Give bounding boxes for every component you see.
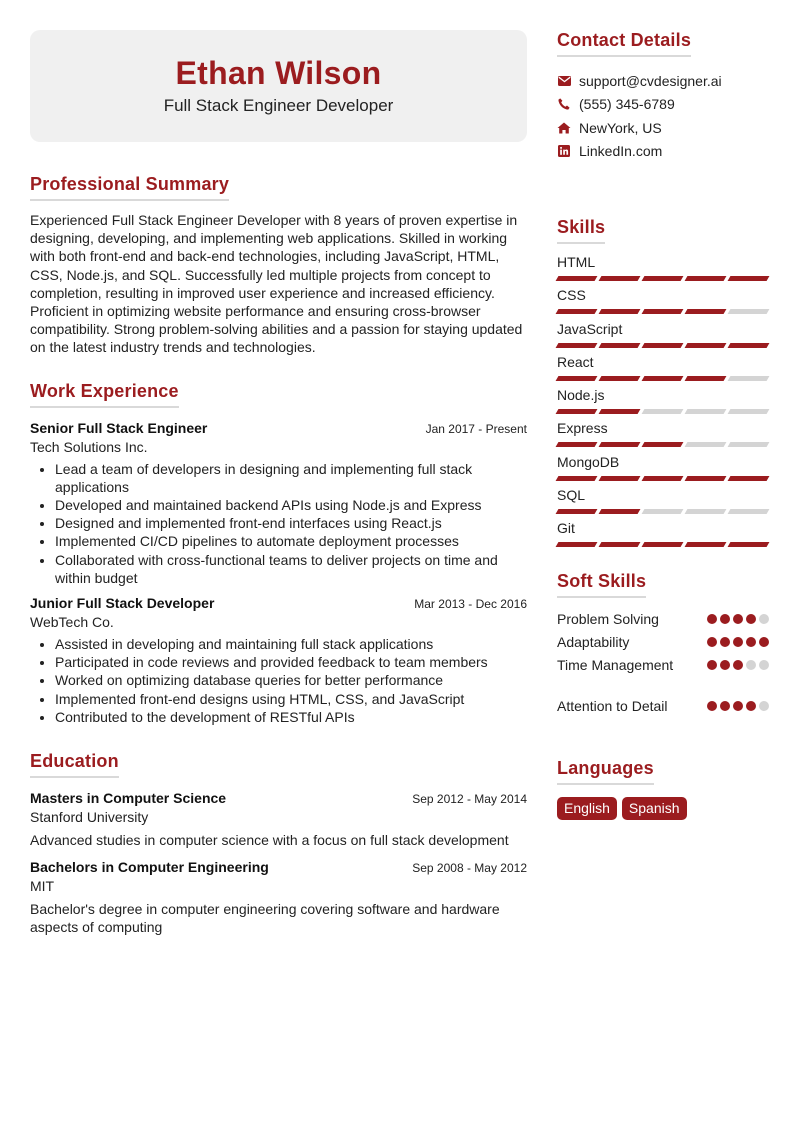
skill-level-segment: [599, 409, 641, 414]
soft-skill-name: Problem Solving: [557, 611, 659, 628]
summary-section: [30, 174, 527, 357]
skill-level-segment: [642, 442, 684, 447]
rating-dot: [720, 637, 730, 647]
skill-level-segment: [685, 309, 727, 314]
skill-row: [557, 420, 769, 453]
skills-list: [557, 254, 769, 554]
contact-text: support@cvdesigner.ai: [579, 72, 722, 89]
experience-heading: Work Experience: [30, 381, 179, 408]
skill-level-segment: [642, 309, 684, 314]
language-list: [557, 797, 769, 820]
job-entry: [30, 595, 527, 726]
rating-dot: [720, 614, 730, 624]
skill-level-segment: [599, 276, 641, 281]
summary-heading: Professional Summary: [30, 174, 229, 201]
skill-level-segment: [599, 343, 641, 348]
skill-level-segment: [685, 376, 727, 381]
rating-dot: [707, 701, 717, 711]
rating-dots: [707, 637, 769, 647]
languages-section: [557, 758, 769, 820]
skill-level-segment: [556, 476, 598, 481]
job-role: Senior Full Stack Engineer: [30, 419, 208, 436]
rating-dot: [733, 614, 743, 624]
contact-text: NewYork, US: [579, 119, 662, 136]
contact-text: LinkedIn.com: [579, 143, 663, 160]
language-badge: English: [557, 797, 617, 820]
soft-skill-row: [557, 654, 769, 677]
skill-name: Node.js: [557, 387, 605, 404]
education-heading: Education: [30, 751, 119, 778]
skill-level-segment: [599, 376, 641, 381]
job-dates: Mar 2013 - Dec 2016: [414, 597, 527, 612]
rating-dots: [707, 701, 769, 711]
skill-level-segment: [599, 509, 641, 514]
skills-heading: Skills: [557, 217, 605, 244]
rating-dot: [733, 701, 743, 711]
skill-level-segment: [642, 376, 684, 381]
skill-level-segment: [556, 309, 598, 314]
skill-level-bar: [557, 409, 769, 414]
contact-email[interactable]: [557, 69, 769, 93]
soft-skill-name: Time Management: [557, 657, 674, 674]
rating-dot: [720, 701, 730, 711]
skill-name: JavaScript: [557, 320, 623, 337]
rating-dot: [733, 637, 743, 647]
skill-level-segment: [599, 442, 641, 447]
job-bullets: [30, 460, 527, 587]
list-item: • Designed and implemented front-end interfaces using React.js: [55, 514, 527, 532]
list-item: • Developed and maintained backend APIs using Node.js and Express: [55, 496, 527, 514]
job-role: Junior Full Stack Developer: [30, 595, 215, 612]
rating-dots: [707, 614, 769, 624]
skill-level-segment: [728, 509, 770, 514]
rating-dot: [746, 637, 756, 647]
skill-level-segment: [642, 276, 684, 281]
rating-dot: [733, 660, 743, 670]
contact-section: [557, 30, 769, 163]
skill-name: MongoDB: [557, 453, 620, 470]
skill-name: HTML: [557, 254, 596, 270]
skill-level-bar: [557, 509, 769, 514]
skill-level-bar: [557, 343, 769, 348]
skill-level-segment: [685, 542, 727, 547]
skill-level-segment: [728, 343, 770, 348]
skill-level-segment: [685, 476, 727, 481]
skill-row: [557, 520, 769, 553]
school: MIT: [30, 878, 55, 895]
soft-skills-section: [557, 571, 769, 718]
envelope-icon: [557, 74, 571, 88]
language-badge: Spanish: [622, 797, 687, 820]
skill-level-segment: [642, 476, 684, 481]
rating-dot: [707, 660, 717, 670]
skill-row: [557, 254, 769, 287]
soft-skill-name: Attention to Detail: [557, 698, 668, 715]
rating-dot: [759, 637, 769, 647]
skill-row: [557, 321, 769, 354]
skill-row: [557, 287, 769, 320]
skill-name: React: [557, 353, 594, 370]
school: Stanford University: [30, 809, 149, 826]
phone-icon: [557, 97, 571, 111]
skill-level-segment: [728, 476, 770, 481]
skill-name: Express: [557, 420, 608, 437]
summary-text: Experienced Full Stack Engineer Developer with 8 years of proven expertise in designing, developing, and implementing web applications. Skilled in working with both front-end and back-end technologies, including JavaScript, HTML, CSS, Node.js, and SQL. Successfully led multiple projects from concept to completion, resulting in improved user experience and increased efficiency. Proficient in optimizing website performance and ensuring cross-browser compatibility. Strong problem-solving abilities and a passion for staying updated on the latest industry trends and technologies.: [30, 212, 523, 356]
sidebar-column: [557, 30, 769, 820]
skill-level-segment: [685, 409, 727, 414]
skill-row: [557, 454, 769, 487]
rating-dot: [746, 660, 756, 670]
experience-section: [30, 381, 527, 726]
skill-level-segment: [685, 343, 727, 348]
home-icon: [557, 121, 571, 135]
skill-level-segment: [642, 343, 684, 348]
skill-level-segment: [728, 542, 770, 547]
education-entry: [30, 790, 527, 849]
contact-phone[interactable]: [557, 93, 769, 117]
skill-level-segment: [642, 409, 684, 414]
skill-row: [557, 487, 769, 520]
soft-skill-name: Adaptability: [557, 634, 630, 651]
skill-level-bar: [557, 276, 769, 281]
rating-dot: [746, 701, 756, 711]
list-item: • Lead a team of developers in designing and implementing full stack applications: [55, 460, 527, 496]
rating-dot: [759, 660, 769, 670]
skill-level-bar: [557, 442, 769, 447]
skill-level-segment: [728, 376, 770, 381]
skill-level-segment: [556, 376, 598, 381]
soft-skill-row: [557, 695, 769, 718]
skill-level-bar: [557, 476, 769, 481]
skill-row: [557, 387, 769, 420]
list-item: • Participated in code reviews and provided feedback to team members: [55, 653, 527, 671]
skill-level-segment: [728, 409, 770, 414]
rating-dot: [707, 614, 717, 624]
degree: Masters in Computer Science: [30, 790, 227, 807]
skill-level-segment: [556, 343, 598, 348]
job-dates: Jan 2017 - Present: [425, 421, 527, 436]
education-description: Advanced studies in computer science with a focus on full stack development: [30, 832, 509, 849]
skill-level-segment: [642, 542, 684, 547]
soft-skills-heading: Soft Skills: [557, 571, 646, 598]
soft-skills-list: [557, 608, 769, 718]
skill-level-segment: [728, 442, 770, 447]
rating-dot: [746, 614, 756, 624]
linkedin-icon: [557, 144, 571, 158]
list-item: • Implemented CI/CD pipelines to automate deployment processes: [55, 532, 527, 550]
job-company: Tech Solutions Inc.: [30, 438, 148, 455]
education-section: [30, 751, 527, 937]
skill-level-segment: [685, 509, 727, 514]
skill-level-segment: [556, 276, 598, 281]
list-item: • Implemented front-end designs using HTML, CSS, and JavaScript: [55, 690, 527, 708]
skill-row: [557, 354, 769, 387]
skill-level-segment: [599, 476, 641, 481]
rating-dot: [720, 660, 730, 670]
skill-level-segment: [685, 442, 727, 447]
main-column: [30, 30, 527, 937]
list-item: • Assisted in developing and maintaining full stack applications: [55, 635, 527, 653]
skill-level-bar: [557, 376, 769, 381]
education-entry: [30, 859, 527, 936]
skill-name: CSS: [557, 287, 586, 304]
skill-level-segment: [556, 542, 598, 547]
list-item: • Worked on optimizing database queries for better performance: [55, 671, 527, 689]
rating-dots: [707, 660, 769, 670]
rating-dot: [759, 701, 769, 711]
resume-header: [30, 30, 527, 142]
contact-heading: Contact Details: [557, 30, 691, 57]
rating-dot: [707, 637, 717, 647]
skill-level-segment: [556, 442, 598, 447]
list-item: • Collaborated with cross-functional teams to deliver projects on time and within budget: [55, 551, 527, 587]
skill-name: SQL: [557, 487, 586, 504]
skill-level-segment: [599, 309, 641, 314]
contact-location: [557, 116, 769, 140]
education-dates: Sep 2008 - May 2012: [412, 861, 527, 876]
skill-level-bar: [557, 309, 769, 314]
list-item: • Contributed to the development of RESTful APIs: [55, 708, 527, 726]
skills-section: [557, 217, 769, 554]
candidate-title: Full Stack Engineer Developer: [163, 96, 394, 115]
skill-level-segment: [556, 409, 598, 414]
job-bullets: [30, 635, 527, 726]
skill-level-segment: [685, 276, 727, 281]
job-entry: [30, 420, 527, 587]
contact-linkedin[interactable]: [557, 140, 769, 164]
skill-level-segment: [642, 509, 684, 514]
job-company: WebTech Co.: [30, 614, 114, 631]
skill-level-segment: [728, 276, 770, 281]
contact-text: (555) 345-6789: [579, 96, 675, 113]
skill-name: Git: [557, 520, 575, 537]
degree: Bachelors in Computer Engineering: [30, 859, 269, 876]
candidate-name: Ethan Wilson: [175, 55, 382, 91]
skill-level-segment: [556, 509, 598, 514]
education-description: Bachelor's degree in computer engineering covering software and hardware aspects of computing: [30, 901, 500, 936]
skill-level-segment: [728, 309, 770, 314]
rating-dot: [759, 614, 769, 624]
skill-level-bar: [557, 542, 769, 547]
languages-heading: Languages: [557, 758, 654, 785]
education-dates: Sep 2012 - May 2014: [412, 792, 527, 807]
soft-skill-row: [557, 608, 769, 631]
skill-level-segment: [599, 542, 641, 547]
soft-skill-row: [557, 631, 769, 654]
